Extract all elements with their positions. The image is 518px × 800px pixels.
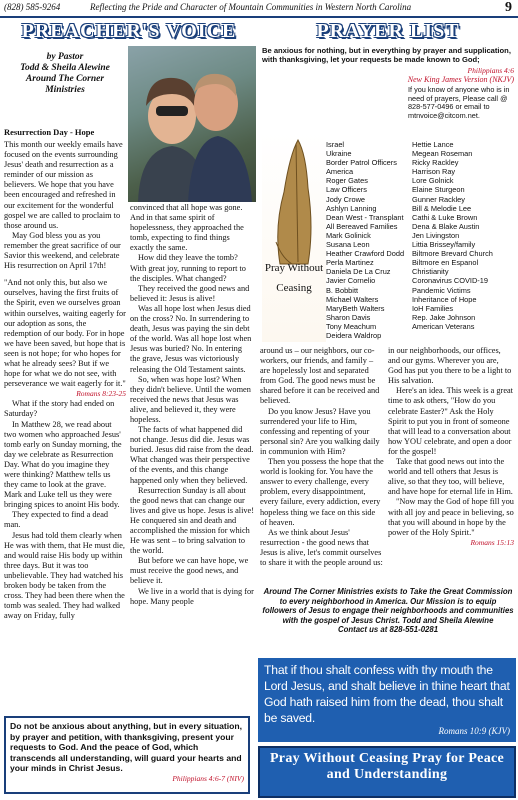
prayer-name: America — [326, 167, 354, 177]
preacher-column-4 — [388, 346, 514, 548]
philippians-box-text: Do not be anxious about anything, but in every situation, by prayer and petition, with thanksgiving, present your requests to God. And the peace of God, which transcends all understanding, will guard your hearts and your minds in Christ Jesus. — [10, 721, 243, 774]
paragraph: "Now may the God of hope fill you with all joy and peace in believing, so that you will abound in hope by the power of the Holy Spirit." — [388, 497, 514, 537]
praying-hands-image — [262, 132, 326, 342]
paragraph: Was all hope lost when Jesus died on the cross? No. In surrendering to death, Jesus was paying the sin debt of the world. Was all hope lost when Jesus was buried? No. In entering the grave, Jesus was victoriously releasing the Old Testament saints. — [130, 303, 252, 374]
paragraph: What if the story had ended on Saturday? — [4, 399, 115, 419]
byline-line-1: by Pastor — [46, 52, 84, 62]
prayer-name: Jen Livingston — [412, 230, 460, 240]
preacher-column-2 — [130, 203, 254, 607]
pray-without-ceasing-caption: Pray Without Ceasing — [264, 262, 324, 294]
preacher-column-1 — [4, 140, 126, 621]
prayer-names-left — [326, 140, 416, 340]
byline-line-4: Ministries — [45, 85, 85, 95]
prayer-name: Christianity — [412, 267, 449, 277]
paragraph: around us – our neighbors, our co-workers, our friends, and family – are hopelessly lost and separated from God. The good news must be shared before it can be received and believed. — [260, 346, 380, 406]
romans-8-ref: Romans 8:23-25 — [76, 389, 126, 399]
paragraph: The facts of what happened did not change. Jesus did die. Jesus was buried. Jesus did raise from the dead. What changed was their perspective of the events, and this change happened only when they believed. — [130, 425, 254, 485]
prayer-name: Susana Leon — [326, 240, 370, 250]
romans-10-text: That if thou shalt confess with thy mouth the Lord Jesus, and shalt believe in thine heart that God hath raised him from the dead, thou shalt be saved. — [264, 663, 510, 725]
paragraph: Here's an idea. This week is a great time to ask others, "How do you celebrate Easter?" Ask the Holy Spirit to put you in front of someone that will lead to a conversation about how YOU celebrate, and open a door for the gospel! — [388, 386, 513, 456]
prayer-name: Heather Crawford Dodd — [326, 249, 405, 259]
paragraph: in our neighborhoods, our offices, and our gyms. Wherever you are, God has put you there to be a light to His salvation. — [388, 346, 512, 386]
romans-10-box — [258, 658, 516, 742]
prayer-name: Dean West - Transplant — [326, 212, 404, 222]
prayer-name: Israel — [326, 140, 345, 149]
byline-line-2: Todd & Sheila Alewine — [20, 63, 110, 73]
prayer-contact: If you know of anyone who is in need of prayers, Please call @ 828-577-0496 or email to mtnvoice@citcom.net. — [408, 85, 510, 120]
mission-contact: Contact us at 828-551-0281 — [337, 625, 439, 635]
prayer-name: Biltmore Brevard Church — [412, 249, 493, 259]
paragraph: So, when was hope lost? When they didn't believe. Until the women received the news that Jesus was alive, and believed it, they were hopeless. — [130, 374, 251, 424]
philippians-box — [4, 716, 250, 794]
header-tagline: Reflecting the Pride and Character of Mountain Communities in Western North Carolina — [90, 2, 412, 12]
header-phone: (828) 585-9264 — [4, 2, 61, 12]
paragraph: Take that good news out into the world and tell others that Jesus is alive, so that they too, will believe, and have hope for eternal life in Him. — [388, 457, 513, 497]
prayer-name: Roger Gates — [326, 176, 368, 186]
paragraph: But before we can have hope, we must receive the good news, and believe it. — [130, 556, 249, 586]
prayer-name: Michael Walters — [326, 294, 379, 304]
prayer-name: Hettie Lance — [412, 140, 454, 149]
romans-15-ref: Romans 15:13 — [470, 537, 514, 547]
prayer-list-title: PRAYER LIST — [316, 20, 460, 42]
preachers-voice-title: PREACHER'S VOICE — [21, 20, 237, 42]
prayer-name: Tony Meachum — [326, 321, 377, 331]
prayer-name: MaryBeth Walters — [326, 303, 385, 313]
mission-text: Around The Corner Ministries exists to Take the Great Commission to every neighborhood in America. Our Mission is to equip followers of Jesus to engage their neighborhoods and communities with the gospel of Jesus Christ. Todd and Sheila Alewine — [262, 587, 514, 625]
prayer-name: Coronavirus COVID-19 — [412, 276, 488, 286]
prayer-verse-ref: Philippians 4:6 — [467, 66, 514, 75]
prayer-name: Javier Cornelio — [326, 276, 376, 286]
paragraph: Resurrection Sunday is all about the good news that can change our lives and give us hope. Jesus is alive! He conquered sin and death and accomplished the mission for which He was sent – to bring salvation to the world. — [130, 485, 254, 556]
prayer-name: Rep. Jake Johnson — [412, 312, 476, 322]
byline-line-3: Around The Corner — [25, 74, 105, 84]
article-heading: Resurrection Day - Hope — [4, 127, 95, 137]
paragraph: This month our weekly emails have focused on the events surrounding Jesus' death and resurrection as a reminder of our mission as believers. We hope that you have been encouraged and refreshed in our excitement for the wonderful gospel we are called to proclaim to those around us. — [4, 140, 123, 230]
paragraph: In Matthew 28, we read about two women who approached Jesus' tomb early on Sunday morning, the day we celebrate as Resurrection Day. What do you imagine they were thinking? Matthew tells us they came to look at the grave. Mark and Luke tell us they were bringing spices to anoint His body. — [4, 419, 122, 510]
philippians-box-ref: Philippians 4:6-7 (NIV) — [172, 773, 244, 783]
prayer-name: Ukraine — [326, 149, 352, 159]
prayer-name: Elaine Sturgeon — [412, 185, 465, 195]
prayer-name: Pandemic Victims — [412, 285, 471, 295]
romans-10-ref: Romans 10:9 (KJV) — [438, 726, 510, 736]
prayer-verse: Be anxious for nothing, but in everything by prayer and supplication, with thanksgiving, let your requests be made known to God; — [262, 46, 511, 65]
prayer-name: Daniela De La Cruz — [326, 267, 391, 277]
prayer-name: Jody Crowe — [326, 194, 366, 204]
prayer-name: Biltmore en Espanol — [412, 258, 479, 268]
prayer-name: IoH Families — [412, 303, 454, 313]
paragraph: As we think about Jesus' resurrection - the good news that Jesus is alive, let's commit ourselves to share it with the people around us: — [260, 527, 383, 567]
prayer-name: All Bereaved Families — [326, 221, 398, 231]
prayer-name: Border Patrol Officers — [326, 158, 397, 168]
prayer-name: Inheritance of Hope — [412, 294, 477, 304]
prayer-name: Littia Brissey/family — [412, 240, 476, 250]
preacher-column-3 — [260, 346, 384, 568]
paragraph: They received the good news and believed it: Jesus is alive! — [130, 283, 250, 303]
paragraph: They expected to find a dead man. — [4, 510, 109, 530]
prayer-name: Law Officers — [326, 185, 367, 195]
paragraph: Do you know Jesus? Have you surrendered your life to Him, confessing and repenting of your personal sin? Are you walking daily in communion with Him? — [260, 406, 380, 456]
paragraph: "And not only this, but also we ourselves, having the first fruits of the Spirit, even we ourselves groan within ourselves, waiting eagerly for our adoption as sons, the redemption of our body. For in hope we have been saved, but hope that is seen is not hope; for who hopes for what he already sees? But if we hope for what we do not see, with perseverance we wait eagerly for it." — [4, 278, 126, 389]
paragraph: We live in a world that is dying for hope. Many people — [130, 586, 254, 606]
prayer-name: American Veterans — [412, 321, 475, 331]
prayer-name: Deidera Waldrop — [326, 330, 382, 340]
page-header — [0, 0, 518, 18]
pastors-photo — [128, 46, 256, 202]
prayer-name: B. Bobbitt — [326, 285, 359, 295]
prayer-names-right — [412, 140, 514, 331]
prayer-name: Perla Martinez — [326, 258, 374, 268]
paragraph: convinced that all hope was gone. And in that same spirit of hopelessness, they approached the tomb, expecting to find things exactly the same. — [130, 203, 244, 253]
prayer-name: Ricky Rackley — [412, 158, 459, 168]
footer-banner-text: Pray Without Ceasing Pray for Peace and Understanding — [269, 751, 505, 782]
prayer-name: Harrison Ray — [412, 167, 456, 177]
prayer-name: Cathi & Luke Brown — [412, 212, 478, 222]
byline — [4, 52, 126, 96]
prayer-name: Lore Golnick — [412, 176, 454, 186]
footer-banner — [258, 746, 516, 798]
page-number: 9 — [505, 0, 512, 15]
pastors-photo-illustration — [128, 46, 256, 202]
prayer-name: Sharon Davis — [326, 312, 371, 322]
prayer-name: Ashlyn Lanning — [326, 203, 377, 213]
prayer-version: New King James Version (NKJV) — [407, 75, 514, 84]
praying-hands-icon — [262, 132, 326, 272]
prayer-name: Bill & Melodie Lee — [412, 203, 472, 213]
prayer-name: Mark Golinick — [326, 230, 371, 240]
paragraph: How did they leave the tomb? With great joy, running to report to the disciples. What changed? — [130, 253, 246, 283]
paragraph: Then you possess the hope that the world is looking for. You have the answer to every challenge, every problem, every disappointment, every failure, every addiction, every hopeless thing we face on this side of heaven. — [260, 457, 384, 527]
prayer-name: Dena & Blake Austin — [412, 221, 480, 231]
prayer-name: Megean Roseman — [412, 149, 473, 159]
mission-statement — [262, 587, 514, 635]
paragraph: May God bless you as you remember the great sacrifice of our Savior this weekend, and celebrate His resurrection on April 17th! — [4, 230, 121, 271]
prayer-name: Gunner Rackley — [412, 194, 465, 204]
paragraph: Jesus had told them clearly when He was with them, that He must die, and would raise His body up within three days. But it was too unbelievable. They had watched his broken body be taken from the cross. They had been there when the tomb was sealed. They had walked away on Friday, fully — [4, 530, 125, 621]
